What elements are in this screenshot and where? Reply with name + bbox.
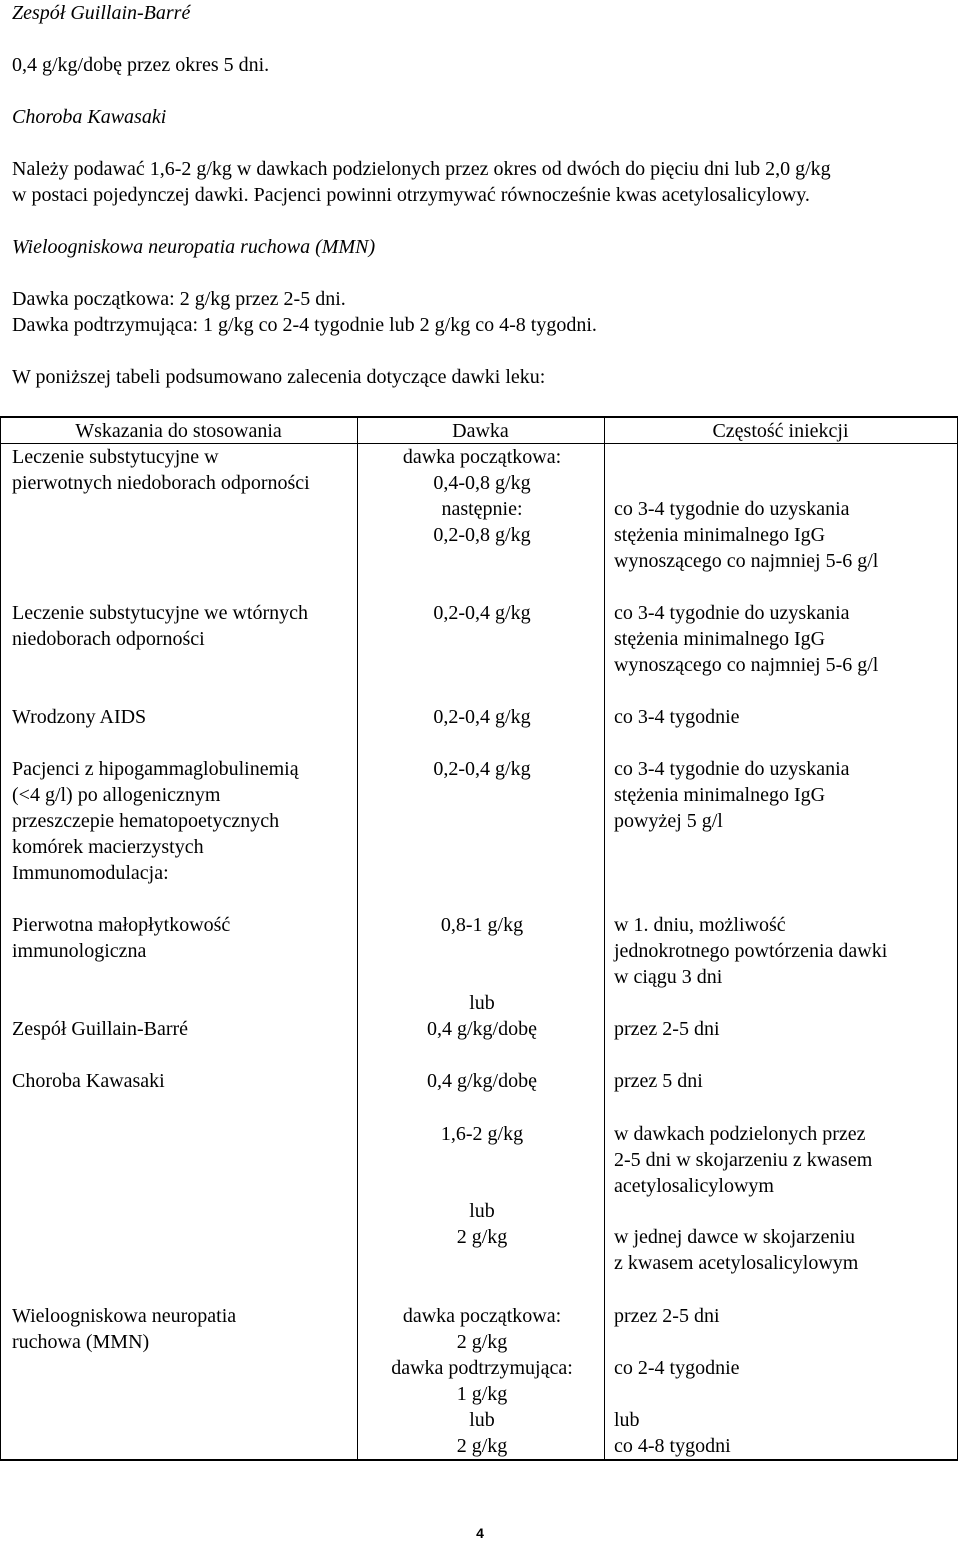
cell-line: lub	[469, 1200, 495, 1222]
cell-line: 1,6-2 g/kg	[440, 1123, 524, 1145]
table-cell-indication	[12, 600, 357, 652]
cell-line: w dawkach podzielonych przez	[614, 1123, 866, 1145]
table-cell-indication	[12, 704, 357, 730]
cell-line: Wieloogniskowa neuropatia	[12, 1305, 237, 1327]
table-cell-frequency	[614, 1224, 954, 1276]
cell-line: co 3-4 tygodnie do uzyskania	[614, 602, 850, 624]
cell-line: przeszczepie hematopoetycznych	[12, 810, 280, 832]
cell-line: ruchowa (MMN)	[12, 1331, 150, 1353]
mmn-text-line-1: Dawka początkowa: 2 g/kg przez 2-5 dni.	[12, 288, 346, 310]
cell-line: acetylosalicylowym	[614, 1175, 774, 1197]
cell-line: dawka początkowa:	[402, 446, 562, 468]
cell-line: stężenia minimalnego IgG	[614, 628, 826, 650]
cell-line: co 3-4 tygodnie	[614, 706, 740, 728]
cell-line: Leczenie substytucyjne w	[12, 446, 219, 468]
table-cell-indication	[12, 912, 357, 964]
cell-line: w 1. dniu, możliwość	[614, 914, 786, 936]
table-cell-frequency	[614, 1068, 954, 1094]
cell-line: 0,2-0,4 g/kg	[433, 758, 531, 780]
cell-line: 0,8-1 g/kg	[440, 914, 524, 936]
cell-line: następnie:	[441, 498, 523, 520]
mmn-text-line-2: Dawka podtrzymująca: 1 g/kg co 2-4 tygodnie lub 2 g/kg co 4-8 tygodni.	[12, 314, 597, 336]
cell-line: niedoborach odporności	[12, 628, 205, 650]
table-cell-dose	[360, 600, 604, 626]
cell-line: 0,4 g/kg/dobę	[427, 1018, 537, 1040]
table-cell-frequency	[614, 704, 954, 730]
cell-line: powyżej 5 g/l	[614, 810, 723, 832]
table-header-indications: Wskazania do stosowania	[75, 420, 282, 442]
table-cell-dose	[360, 704, 604, 730]
mmn-heading: Wieloogniskowa neuropatia ruchowa (MMN)	[12, 236, 376, 258]
cell-line: 0,2-0,4 g/kg	[433, 706, 531, 728]
cell-line: 0,2-0,8 g/kg	[433, 524, 531, 546]
table-cell-dose	[360, 1198, 604, 1250]
cell-line: Zespół Guillain-Barré	[12, 1018, 189, 1040]
table-cell-dose	[360, 444, 604, 548]
table-cell-dose	[360, 990, 604, 1042]
cell-line: komórek macierzystych	[12, 836, 204, 858]
gbs-heading: Zespół Guillain-Barré	[12, 2, 191, 24]
table-col-divider-2	[604, 416, 605, 1461]
gbs-dose-text: 0,4 g/kg/dobę przez okres 5 dni.	[12, 54, 270, 76]
cell-line: Pierwotna małopłytkowość	[12, 914, 231, 936]
table-cell-frequency	[614, 1121, 954, 1199]
cell-line: w ciągu 3 dni	[614, 966, 723, 988]
table-cell-frequency	[614, 1016, 954, 1042]
cell-line: 2 g/kg	[456, 1331, 508, 1353]
cell-line: lub	[614, 1409, 640, 1431]
cell-line: przez 5 dni	[614, 1070, 703, 1092]
cell-line: wynoszącego co najmniej 5-6 g/l	[614, 654, 879, 676]
table-cell-dose	[360, 912, 604, 938]
table-header-dose: Dawka	[452, 420, 509, 442]
cell-line: 0,2-0,4 g/kg	[433, 602, 531, 624]
table-cell-dose	[360, 1121, 604, 1147]
cell-line: przez 2-5 dni	[614, 1018, 720, 1040]
cell-line: Immunomodulacja:	[12, 862, 169, 884]
cell-line: jednokrotnego powtórzenia dawki	[614, 940, 888, 962]
cell-line: co 4-8 tygodni	[614, 1435, 731, 1457]
page-number: 4	[476, 1525, 484, 1541]
cell-line: 0,4-0,8 g/kg	[433, 472, 531, 494]
table-cell-frequency	[614, 496, 954, 574]
table-cell-frequency	[614, 600, 954, 678]
cell-line: lub	[469, 992, 495, 1014]
cell-line: 2 g/kg	[456, 1226, 508, 1248]
table-cell-indication	[12, 756, 357, 860]
cell-line: immunologiczna	[12, 940, 147, 962]
table-cell-indication	[12, 444, 357, 496]
cell-line: stężenia minimalnego IgG	[614, 524, 826, 546]
cell-line: dawka podtrzymująca:	[391, 1357, 573, 1379]
cell-line: co 3-4 tygodnie do uzyskania	[614, 758, 850, 780]
cell-line: w jednej dawce w skojarzeniu	[614, 1226, 856, 1248]
table-cell-dose	[360, 1303, 604, 1459]
table-col-divider-1	[357, 416, 358, 1461]
kawasaki-text-line-1: Należy podawać 1,6-2 g/kg w dawkach podzielonych przez okres od dwóch do pięciu dni lub 2,0 g/kg	[12, 158, 831, 180]
table-bottom-border	[0, 1459, 958, 1461]
table-intro: W poniższej tabeli podsumowano zalecenia dotyczące dawki leku:	[12, 366, 546, 388]
table-cell-dose	[360, 756, 604, 782]
cell-line: dawka początkowa:	[402, 1305, 562, 1327]
cell-line: 2-5 dni w skojarzeniu z kwasem	[614, 1149, 873, 1171]
cell-line: Wrodzony AIDS	[12, 706, 147, 728]
cell-line: co 3-4 tygodnie do uzyskania	[614, 498, 850, 520]
cell-line	[614, 1329, 954, 1355]
table-cell-indication	[12, 1303, 357, 1355]
cell-line: 2 g/kg	[456, 1435, 508, 1457]
cell-line: co 2-4 tygodnie	[614, 1357, 740, 1379]
cell-line: Choroba Kawasaki	[12, 1070, 165, 1092]
kawasaki-text-line-2: w postaci pojedynczej dawki. Pacjenci powinni otrzymywać równocześnie kwas acetylosalicylowy.	[12, 184, 810, 206]
cell-line: stężenia minimalnego IgG	[614, 784, 826, 806]
table-left-border	[0, 416, 1, 1461]
table-right-border	[957, 416, 958, 1461]
cell-line: przez 2-5 dni	[614, 1305, 720, 1327]
cell-line: pierwotnych niedoborach odporności	[12, 472, 310, 494]
cell-line: (<4 g/l) po allogenicznym	[12, 784, 221, 806]
table-cell-frequency	[614, 756, 954, 834]
table-cell-indication	[12, 860, 357, 886]
cell-line: Leczenie substytucyjne we wtórnych	[12, 602, 309, 624]
table-cell-frequency	[614, 912, 954, 990]
cell-line: 1 g/kg	[456, 1383, 508, 1405]
table-cell-indication	[12, 1068, 357, 1094]
cell-line: z kwasem acetylosalicylowym	[614, 1252, 859, 1274]
table-cell-frequency	[614, 1303, 954, 1459]
cell-line	[614, 1381, 954, 1407]
cell-line: lub	[469, 1409, 495, 1431]
table-cell-dose	[360, 1068, 604, 1094]
table-header-frequency: Częstość iniekcji	[712, 420, 849, 442]
cell-line: wynoszącego co najmniej 5-6 g/l	[614, 550, 879, 572]
cell-line: Pacjenci z hipogammaglobulinemią	[12, 758, 299, 780]
cell-line: 0,4 g/kg/dobę	[427, 1070, 537, 1092]
table-cell-indication	[12, 1016, 357, 1042]
kawasaki-heading: Choroba Kawasaki	[12, 106, 167, 128]
